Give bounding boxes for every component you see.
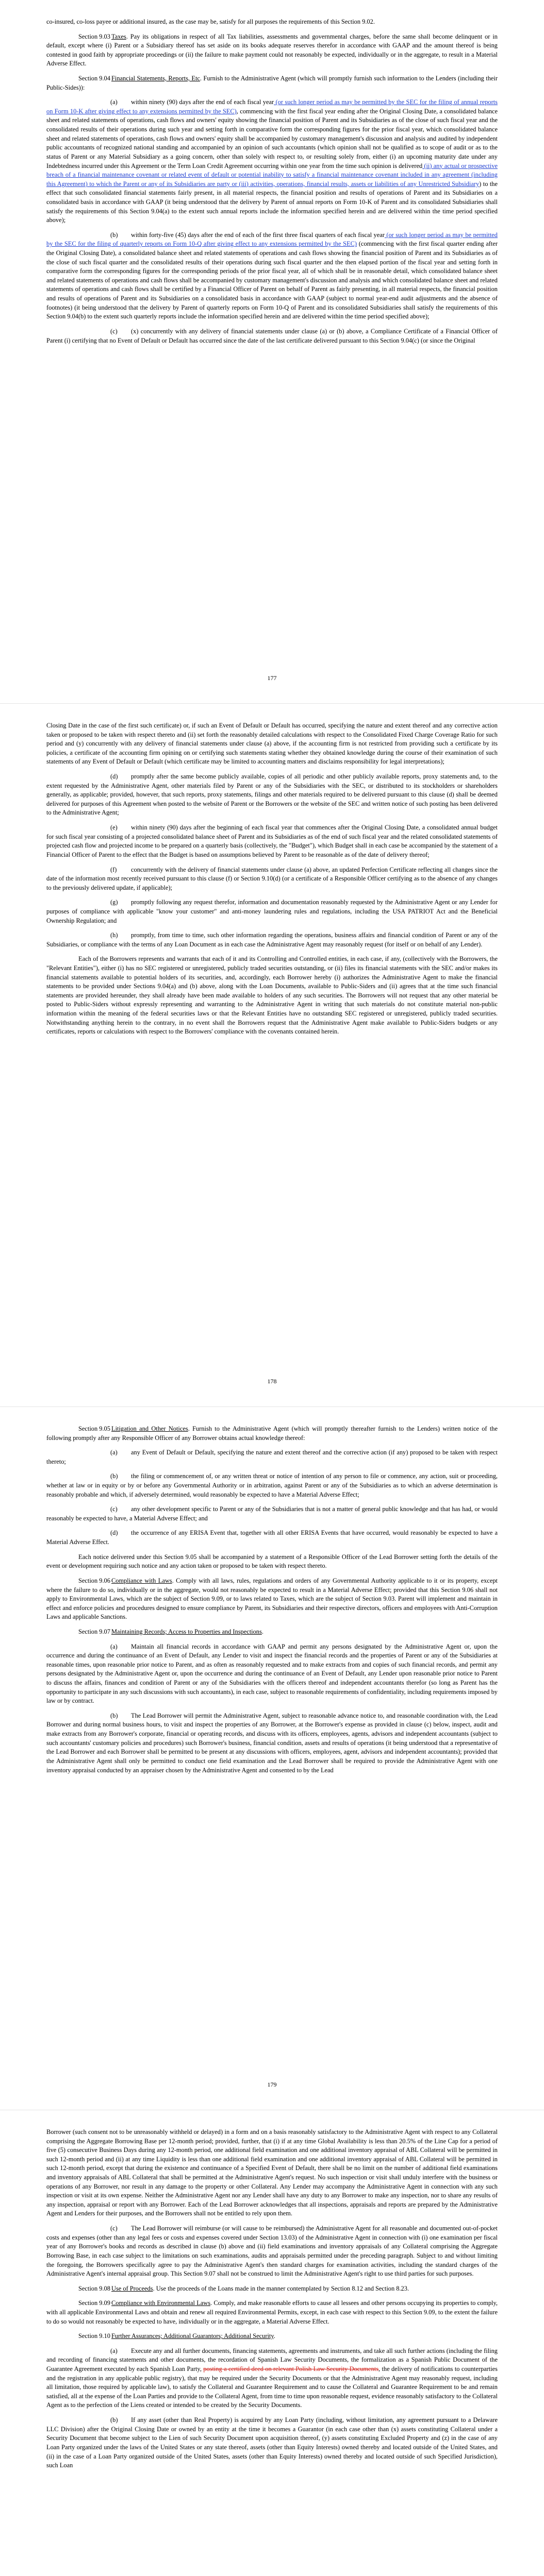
carryover-paragraph: Closing Date in the case of the first such certificate) or, if such an Event of Default or Default has occurred, specifying the nature and extent thereof and any corrective action taken or proposed to be taken with respect thereto and (ii) set forth the reasonably detailed calculations with respect to the Consolidated Fixed Charge Coverage Ratio for such period and (y) concurrently with any delivery of financial statements under clause (a) above, if the accounting firm is not restricted from providing such a certificate by its policies, a certificate of the accounting firm opining on or certifying such statements stating whether they obtained knowledge during the course of their examination of such statements of any Event of Default or Default (which certificate may be limited to accounting matters and disclaims responsibility for legal interpretations); xyxy=(46,722,498,766)
page-177 xyxy=(0,0,544,703)
page-179 xyxy=(0,1406,544,2110)
section-9-04: Section 9.04 Financial Statements, Reports, Etc. Furnish to the Administrative Agent (which will promptly furnish such information to the Lenders (including their Public-Sides)): xyxy=(46,75,498,91)
inserted-text: (ii) any actual or prospective breach of a financial maintenance covenant or related event of default or potential inability to satisfy a financial maintenance covenant included in any agreement (including this Agreement) to which the Parent or any of its Subsidiaries are party or (iii) activities, operations, financial results, assets or liabilities of any Unrestricted Subsidiary xyxy=(46,162,498,188)
clause-a: (a) any Event of Default or Default, specifying the nature and extent thereof and the corrective action (if any) proposed to be taken with respect thereto; xyxy=(46,1449,498,1465)
page-178 xyxy=(0,703,544,1406)
clause-a: (a) Execute any and all further documents, financing statements, agreements and instruments, and take all such further actions (including the filing and recording of financing statements and other documents, the recordation of Spanish Law Security Documents, the formalization as a Spanish Public Document of the Guarantee Agreement executed by each Spanish Loan Party, posting a certified deed on relevant Polish Law Security Documents, the delivery of notifications to counterparties and the registration in any applicable public registry), that may be required under the Security Documents or that the Administrative Agent may reasonably request, including all limitation, those required by applicable law), to satisfy the Collateral and Guarantee Requirement and to cause the Collateral and Guarantee Requirement to be and remain satisfied, all at the expense of the Loan Parties and provide to the Collateral Agent, from time to time upon reasonable request, evidence reasonably satisfactory to the Collateral Agent as to the perfection of the Liens created or intended to be created by the Security Documents. xyxy=(46,2347,498,2409)
clause-f: (f) concurrently with the delivery of financial statements under clause (a) above, an updated Perfection Certificate reflecting all changes since the date of the information most recently received pursuant to this clause (f) or Section 9.10(d) (or a certificate of a Responsible Officer certifying as to the absence of any changes to the previously delivered update, if applicable); xyxy=(46,866,498,891)
section-title: Litigation and Other Notices xyxy=(111,1425,188,1432)
section-number: Section 9.07 xyxy=(78,1628,110,1635)
section-text: Pay its obligations in respect of all Tax liabilities, assessments and governmental charges, before the same shall become delinquent or in default, except where (i) Parent or a Subsidiary thereof has set aside on its books adequate reserves therefor in accordance with GAAP and the amount thereof is being contested in good faith by appropriate proceedings or (ii) the failure to make payment could not reasonably be expected, individually or in the aggregate, to result in a Material Adverse Effect. xyxy=(46,32,498,67)
carryover-paragraph: Borrower (such consent not to be unreasonably withheld or delayed) in a form and on a basis reasonably satisfactory to the Administrative Agent with respect to any Collateral comprising the Aggregate Borrowing Base per 12-month period; provided, further, that (i) if at any time Global Availability is less than 20.5% of the Line Cap for a period of five (5) consecutive Business Days during any 12-month period, one additional field examination and one additional inventory appraisal of ABL Collateral will be permitted in such 12-month period and (ii) at any time Liquidity is less than one additional field examination and one additional inventory appraisal of ABL Collateral will be permitted in such 12-month period, except that during the existence and continuance of a Specified Event of Default, there shall be no limit on the number of additional field examinations and inventory appraisals of ABL Collateral that shall be permitted at the Administrative Agent's request. No such inspection or visit shall unduly interfere with the business or operations of any Borrower, nor result in any damage to the property or other Collateral. Any Lender may accompany the Administrative Agent in connection with any such inspection or visit at its own expense. Neither the Administrative Agent nor any Lender shall have any duty to any Borrower to make any inspection, nor to share any results of any inspection, appraisal or report with any Borrower. Each of the Lead Borrower acknowledges that all inspections, appraisals and reports are prepared by the Administrative Agent and Lenders for their purposes, and the Borrowers shall not be entitled to rely upon them. xyxy=(46,2128,498,2217)
section-title: Taxes xyxy=(111,32,126,40)
inserted-text: (or such longer period as may be permitted by the SEC for the filing of annual reports on Form 10-K after giving effect to any extensions permitted by the SEC) xyxy=(46,98,498,115)
section-text: Furnish to the Administrative Agent (which will promptly furnish such information to the Lenders (including their Public-Sides)): xyxy=(46,75,498,91)
section-9-07: Section 9.07 Maintaining Records; Access to Properties and Inspections. xyxy=(46,1628,498,1637)
section-9-05: Section 9.05 Litigation and Other Notices. Furnish to the Administrative Agent (which will promptly thereafter furnish to the Lenders) written notice of the following promptly after any Responsible Officer of any Borrower obtains actual knowledge thereof: xyxy=(46,1425,498,1442)
clause-a: (a) Maintain all financial records in accordance with GAAP and permit any persons designated by the Administrative Agent or, upon the occurrence and during the continuance of an Event of Default, any Lender to visit and inspect the financial records and the properties of Parent or any of the Subsidiaries at reasonable times, upon reasonable prior notice to Parent, and as often as reasonably requested and to make extracts from and copies of such financial records, and permit any persons designated by the Administrative Agent or, upon the occurrence and during the continuance of an Event of Default, any Lender upon reasonable prior notice to Parent to discuss the affairs, finances and condition of Parent or any of the Subsidiaries with the officers thereof and independent accountants therefor (so long as Parent has the opportunity to participate in any such discussions with such accountants), in each case, subject to reasonable requirements of confidentiality, including requirements imposed by law or by contract. xyxy=(46,1642,498,1705)
clause-c: (c) any other development specific to Parent or any of the Subsidiaries that is not a matter of general public knowledge and that has had, or would reasonably be expected to have, a Material Adverse Effect; and xyxy=(46,1505,498,1522)
clause-a: (a) within ninety (90) days after the end of each fiscal year (or such longer period as may be permitted by the SEC for the filing of annual reports on Form 10-K after giving effect to any extensions permitted by the SEC), commencing with the first fiscal year ending after the Original Closing Date, a consolidated balance sheet and related statements of operations, cash flows and owners' equity showing the financial position of Parent and its Subsidiaries as of the close of such fiscal year and the consolidated results of their operations during such year and setting forth in comparative form the corresponding figures for the prior fiscal year, which consolidated balance sheet and related statements of operations, cash flows and owners' equity shall be accompanied by customary management's discussion and analysis and audited by independent public accountants of recognized national standing and accompanied by an opinion of such accountants (which opinion shall not be qualified as to scope of audit or as to the status of Parent or any Material Subsidiary as a going concern, other than solely with respect to, or resulting solely from, either (i) an upcoming maturity date under any Indebtedness incurred under this Agreement or the Term Loan Credit Agreement occurring within one year from the time such opinion is delivered (ii) any actual or prospective breach of a financial maintenance covenant or related event of default or potential inability to satisfy a financial maintenance covenant included in any agreement (including this Agreement) to which the Parent or any of its Subsidiaries are party or (iii) activities, operations, financial results, assets or liabilities of any Unrestricted Subsidiary) to the effect that such consolidated financial statements fairly present, in all material respects, the financial position and results of operations of Parent and its Subsidiaries on a consolidated basis in accordance with GAAP (it being understood that the delivery by Parent of annual reports on Form 10-K of Parent and its consolidated Subsidiaries shall satisfy the requirements of this Section 9.04(a) to the extent such annual reports include the information specified herein and are delivered within the time period specified above); xyxy=(46,98,498,224)
clause-b: (b) The Lead Borrower will permit the Administrative Agent, subject to reasonable advance notice to, and reasonable coordination with, the Lead Borrower and during normal business hours, to visit and inspect the properties of any Borrower, at the Borrower's expense as provided in clause (c) below, inspect, audit and make extracts from any Borrower's corporate, financial or operating records, and discuss with its officers, employees, agents, advisors and independent accountants (subject to such accountants' customary policies and procedures) such Borrower's business, financial condition, assets and results of operations (it being understood that a representative of the Lead Borrower and each Borrower shall be permitted to be present at any discussions with officers, employees, agent, advisors and independent accountants); provided that the Administrative Agent shall only be permitted to conduct one field examination and the Lead Borrower shall be required to provide the Administrative Agent with one inventory appraisal conducted by an appraiser chosen by the Administrative Agent and consented to by the Lead xyxy=(46,1711,498,1774)
section-9-08: Section 9.08 Use of Proceeds. Use the proceeds of the Loans made in the manner contemplated by Section 8.12 and Section 8.23. xyxy=(46,2284,498,2294)
section-number: Section 9.08 xyxy=(78,2284,110,2292)
deleted-text: posting a certified deed on relevant Polish Law Security Documents xyxy=(203,2365,379,2373)
section-title: Financial Statements, Reports, Etc xyxy=(111,75,200,82)
section-text: Comply, and make reasonable efforts to cause all lessees and other persons occupying its properties to comply, with all applicable Environmental Laws and obtain and renew all required Environmental Permits, except, in each case with respect to this Section 9.09, to the extent the failure to do so would not reasonably be expected to have, individually or in the aggregate, a Material Adverse Effect. xyxy=(46,2299,498,2325)
clause-g: (g) promptly following any request therefor, information and documentation reasonably requested by the Administrative Agent or any Lender for purposes of compliance with applicable "know your customer" and anti-money laundering rules and regulations, including the USA PATRIOT Act and the Beneficial Ownership Regulation; and xyxy=(46,899,498,924)
notice-paragraph: Each notice delivered under this Section 9.05 shall be accompanied by a statement of a Responsible Officer of the Lead Borrower setting forth the details of the event or development requiring such notice and any action taken or proposed to be taken with respect thereto. xyxy=(46,1553,498,1570)
clause-b: (b) If any asset (other than Real Property) is acquired by any Loan Party (including, without limitation, any agreement pursuant to a Delaware LLC Division) after the Original Closing Date or owned by an entity at the time it becomes a Guarantor (in each case other than (x) assets constituting Collateral under a Security Document that become subject to the Lien of such Security Document upon acquisition thereof, (y) assets constituting Excluded Property and (z) in the case of any Loan Party organized under the laws of the United States or any state thereof, assets (other than Equity Interests) owned thereby and located outside of the United States, and (ii) in the case of a Loan Party organized outside of the United States, assets (other than Equity Interests) owned thereby and located outside of such Specified Jurisdiction), such Loan xyxy=(46,2416,498,2469)
page-180 xyxy=(0,2110,544,2576)
clause-c: (c) (x) concurrently with any delivery of financial statements under clause (a) or (b) above, a Compliance Certificate of a Financial Officer of Parent (i) certifying that no Event of Default or Default has occurred since the date of the last certificate delivered pursuant to this Section 9.04(c) (or since the Original xyxy=(46,327,498,344)
inserted-text: (or such longer period as may be permitted by the SEC for the filing of quarterly reports on Form 10-Q after giving effect to any extensions permitted by the SEC) xyxy=(46,231,498,248)
section-9-09: Section 9.09 Compliance with Environmental Laws. Comply, and make reasonable efforts to cause all lessees and other persons occupying its properties to comply, with all applicable Environmental Laws and obtain and renew all required Environmental Permits, except, in each case with respect to this Section 9.09, to the extent the failure to do so would not reasonably be expected to have, individually or in the aggregate, a Material Adverse Effect. xyxy=(46,2299,498,2325)
section-title: Maintaining Records; Access to Properties and Inspections xyxy=(111,1628,262,1635)
section-title: Compliance with Laws xyxy=(111,1577,172,1584)
section-9-10: Section 9.10 Further Assurances; Additional Guarantors; Additional Security. xyxy=(46,2332,498,2341)
section-title: Further Assurances; Additional Guarantors; Additional Security xyxy=(111,2332,274,2340)
section-title: Use of Proceeds xyxy=(111,2284,153,2292)
section-title: Compliance with Environmental Laws xyxy=(111,2299,211,2307)
clause-e: (e) within ninety (90) days after the beginning of each fiscal year that commences after the Original Closing Date, a consolidated annual budget for such fiscal year consisting of a projected consolidated balance sheet of Parent and its Subsidiaries as of the end of such fiscal year and the related consolidated statements of projected cash flow and projected income to be prepared on a quarterly basis (collectively, the "Budget"), which Budget shall in each case be accompanied by the statement of a Financial Officer of Parent to the effect that the Budget is based on assumptions believed by Parent to be reasonable as of the date of delivery thereof; xyxy=(46,824,498,858)
section-number: Section 9.06 xyxy=(78,1577,110,1584)
section-number: Section 9.10 xyxy=(78,2332,110,2340)
section-text: Furnish to the Administrative Agent (which will promptly thereafter furnish to the Lenders) written notice of the following promptly after any Responsible Officer of any Borrower obtains actual knowledge thereof: xyxy=(46,1425,498,1442)
clause-h: (h) promptly, from time to time, such other information regarding the operations, business affairs and financial condition of Parent or any of the Subsidiaries, or compliance with the terms of any Loan Document as in each case the Administrative Agent may reasonably request (for itself or on behalf of any Lender). xyxy=(46,931,498,948)
section-number: Section 9.09 xyxy=(78,2299,110,2307)
clause-b: (b) within forty-five (45) days after the end of each of the first three fiscal quarters of each fiscal year (or such longer period as may be permitted by the SEC for the filing of quarterly reports on Form 10-Q after giving effect to any extensions permitted by the SEC) (commencing with the first fiscal quarter ending after the Original Closing Date), a consolidated balance sheet and related statements of operations and cash flows showing the financial position of Parent and its Subsidiaries as of the close of such fiscal quarter and the consolidated results of their operations during such fiscal quarter and the then elapsed portion of the fiscal year and setting forth in comparative form the corresponding figures for the corresponding periods of the prior fiscal year, all of which shall be in reasonable detail, which consolidated balance sheet and related statements of operations and cash flows shall be accompanied by customary management's discussion and analysis and which consolidated balance sheet and related statements of operations and cash flows shall be certified by a Financial Officer of Parent on behalf of Parent as fairly presenting, in all material respects, the financial position and results of operations of Parent and its Subsidiaries on a consolidated basis in accordance with GAAP (subject to normal year-end audit adjustments and the absence of footnotes) (it being understood that the delivery by Parent of quarterly reports on Form 10-Q of Parent and its consolidated Subsidiaries shall satisfy the requirements of this Section 9.04(b) to the extent such quarterly reports include the information specified herein and are delivered within the time period specified above); xyxy=(46,231,498,320)
section-9-03: Section 9.03 Taxes. Pay its obligations in respect of all Tax liabilities, assessments and governmental charges, before the same shall become delinquent or in default, except where (i) Parent or a Subsidiary thereof has set aside on its books adequate reserves therefor in accordance with GAAP and the amount thereof is being contested in good faith by appropriate proceedings or (ii) the failure to make payment could not reasonably be expected, individually or in the aggregate, to result in a Material Adverse Effect. xyxy=(46,32,498,67)
page-number: 177 xyxy=(267,674,277,682)
section-number: Section 9.05 xyxy=(78,1425,110,1432)
clause-d: (d) the occurrence of any ERISA Event that, together with all other ERISA Events that have occurred, would reasonably be expected to have a Material Adverse Effect. xyxy=(46,1529,498,1546)
clause-b: (b) the filing or commencement of, or any written threat or notice of intention of any person to file or commence, any action, suit or proceeding, whether at law or in equity or by or before any Governmental Authority or in arbitration, against Parent or any of the Subsidiaries as to which an adverse determination is reasonably probable and which, if adversely determined, would reasonably be expected to have a Material Adverse Effect; xyxy=(46,1472,498,1498)
page-number: 179 xyxy=(267,2080,277,2088)
section-9-06: Section 9.06 Compliance with Laws. Comply with all laws, rules, regulations and orders of any Governmental Authority applicable to it or its property, except where the failure to do so, individually or in the aggregate, would not reasonably be expected to result in a Material Adverse Effect; provided that this Section 9.06 shall not apply to Environmental Laws, which are the subject of Section 9.09, or to laws related to Taxes, which are the subject of Section 9.03. Parent will implement and maintain in effect and enforce policies and procedures designed to ensure compliance by Parent, its Subsidiaries and their respective directors, officers and employees with Anti-Corruption Laws and applicable Sanctions. xyxy=(46,1577,498,1621)
section-number: Section 9.03 xyxy=(78,32,110,40)
section-number: Section 9.04 xyxy=(78,75,110,82)
clause-c: (c) The Lead Borrower will reimburse (or will cause to be reimbursed) the Administrative Agent for all reasonable and documented out-of-pocket costs and expenses (other than any legal fees or costs and expenses covered under Section 13.03) of the Administrative Agent in connection with (i) one examination per fiscal year of any Borrower's books and records as described in clause (b) above and (ii) field examinations and inventory appraisals of any Collateral comprising the Aggregate Borrowing Base, in each case subject to the limitations on such examinations, audits and appraisals permitted under the preceding paragraph. Subject to and without limiting the foregoing, the Borrowers specifically agree to pay the Administrative Agent's then standard charges for examination activities, including the standard charges of the Administrative Agent's internal appraisal group. This Section 9.07 shall not be construed to limit the Administrative Agent's right to use third parties for such purposes. xyxy=(46,2225,498,2278)
page-number: 178 xyxy=(267,1377,277,1385)
carryover-paragraph: co-insured, co-loss payee or additional insured, as the case may be, satisfy for all purposes the requirements of this Section 9.02. xyxy=(46,18,375,25)
section-text: Use the proceeds of the Loans made in the manner contemplated by Section 8.12 and Section 8.23. xyxy=(156,2284,409,2292)
clause-d: (d) promptly after the same become publicly available, copies of all periodic and other publicly available reports, proxy statements and, to the extent requested by the Administrative Agent, other materials filed by Parent or any of the Subsidiaries with the SEC, or distributed to its stockholders or shareholders generally, as applicable; provided, however, that such reports, proxy statements, filings and other materials required to be delivered pursuant to this clause (d) shall be deemed delivered for purposes of this Agreement when posted to the website of Parent or the Borrowers or the website of the SEC and written notice of such posting has been delivered to the Administrative Agent; xyxy=(46,773,498,817)
public-siders-paragraph: Each of the Borrowers represents and warrants that each of it and its Controlling and Controlled entities, in each case, if any, (collectively with the Borrowers, the "Relevant Entities"), either (i) has no SEC registered or unregistered, publicly traded securities outstanding, or (ii) files its financial statements with the SEC and/or makes its financial statements available to potential holders of its securities, and, accordingly, each Borrower hereby (i) authorizes the Administrative Agent to make the financial statements to be provided under Sections 9.04(a) and (b) above, along with the Loan Documents, available to Public-Siders and (ii) agrees that at the time such financial statements are provided hereunder, they shall already have been made available to holders of any such securities. The Borrowers will not request that any other material be posted to Public-Siders without expressly representing and warranting to the Administrative Agent in writing that such materials do not constitute material non-public information within the meaning of the federal securities laws or that the Relevant Entities have no outstanding SEC registered or unregistered, publicly traded securities. Notwithstanding anything herein to the contrary, in no event shall the Borrowers request that the Administrative Agent make available to Public-Siders budgets or any certificates, reports or calculations with respect to the Borrowers' compliance with the covenants contained herein. xyxy=(46,955,498,1036)
section-text: Comply with all laws, rules, regulations and orders of any Governmental Authority applicable to it or its property, except where the failure to do so, individually or in the aggregate, would not reasonably be expected to result in a Material Adverse Effect; provided that this Section 9.06 shall not apply to Environmental Laws, which are the subject of Section 9.09, or to laws related to Taxes, which are the subject of Section 9.03. Parent will implement and maintain in effect and enforce policies and procedures designed to ensure compliance by Parent, its Subsidiaries and their respective directors, officers and employees with Anti-Corruption Laws and applicable Sanctions. xyxy=(46,1577,498,1621)
